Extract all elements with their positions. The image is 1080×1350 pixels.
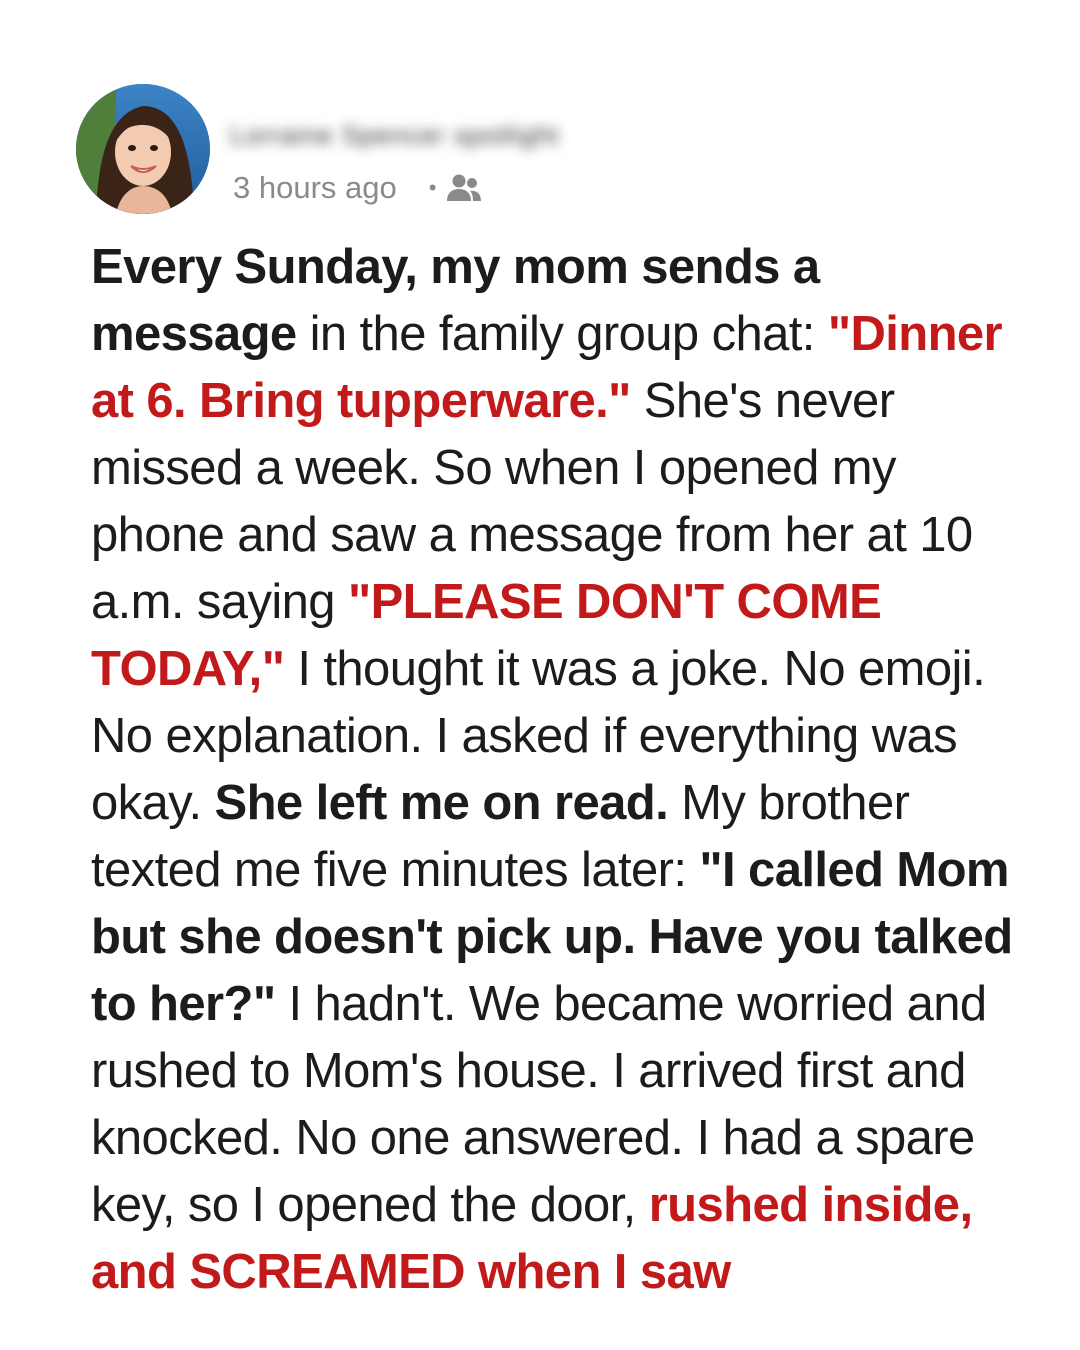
avatar-photo <box>76 84 210 214</box>
author-avatar[interactable] <box>76 84 210 214</box>
post-text-segment: I thought it was a joke. No emoji. No explanation. I asked if everything was okay. <box>91 642 999 830</box>
post-text-segment: My brother texted me five minutes later: <box>91 776 923 897</box>
friends-icon[interactable] <box>444 171 484 205</box>
post-text-highlight: rushed inside, and SCREAMED when I saw <box>91 1178 986 1299</box>
post-text-segment: in the family group chat: <box>296 307 828 361</box>
post-body <box>91 234 1026 1306</box>
post-text-segment: I hadn't. We became worried and rushed to Mom's house. I arrived first and knocked. No one answered. I had a spare key, so I opened the door, <box>91 977 1000 1232</box>
post-text-segment: Every Sunday, my mom sends a message <box>91 240 833 361</box>
post-text-segment: She's never missed a week. So when I opened my phone and saw a message from her at 10 a.m. saying <box>91 374 986 629</box>
post-text-segment: She left me on read. <box>214 776 669 830</box>
post-meta <box>233 168 484 208</box>
post-header <box>76 84 976 214</box>
author-name[interactable]: Lorraine Spencer spotlight <box>230 120 560 150</box>
meta-separator: • <box>428 175 437 200</box>
post-text-segment: "I called Mom but she doesn't pick up. Have you talked to her?" <box>91 843 1026 1031</box>
post-text-highlight: "PLEASE DON'T COME TODAY," <box>91 575 895 696</box>
post-timestamp[interactable]: 3 hours ago <box>233 170 397 205</box>
post-text-highlight: "Dinner at 6. Bring tupperware." <box>91 307 1016 428</box>
